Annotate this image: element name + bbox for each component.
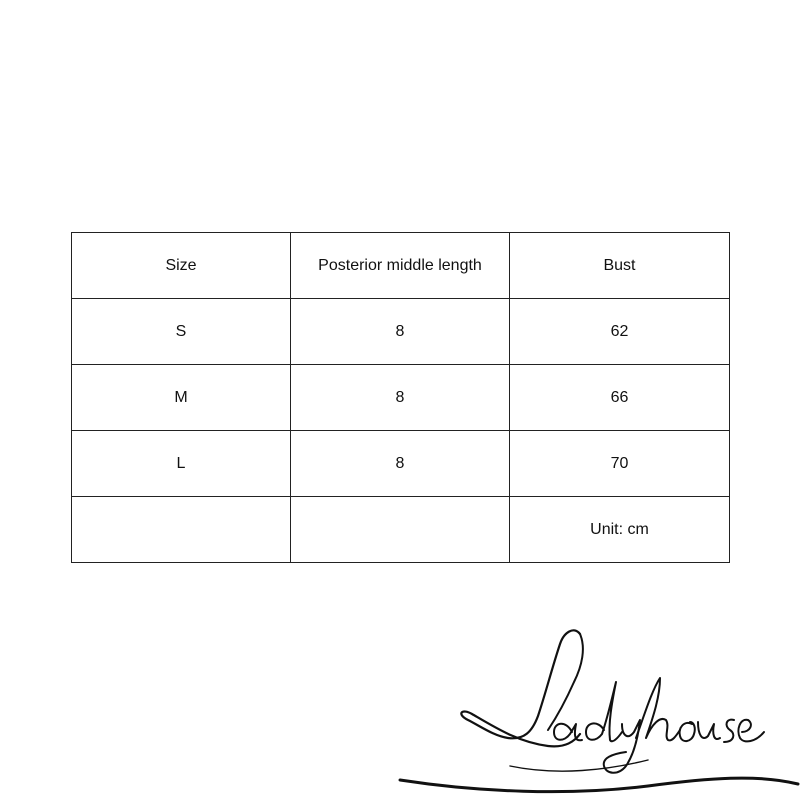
table-cell-unit-note: Unit: cm (510, 497, 730, 563)
table-cell-size: M (72, 365, 291, 431)
table-row (72, 431, 730, 497)
table-cell-length: 8 (291, 365, 510, 431)
table-cell-size: S (72, 299, 291, 365)
header-cell-size: Size (72, 233, 291, 299)
table-cell-bust: 66 (510, 365, 730, 431)
table-cell-empty (72, 497, 291, 563)
table-row (72, 299, 730, 365)
header-cell-posterior-middle-length: Posterior middle length (291, 233, 510, 299)
table-cell-length: 8 (291, 431, 510, 497)
header-cell-bust: Bust (510, 233, 730, 299)
size-chart-table (71, 232, 730, 563)
table-row (72, 365, 730, 431)
table-header-row (72, 233, 730, 299)
ladyhouse-logo-icon (398, 620, 800, 800)
table-cell-bust: 62 (510, 299, 730, 365)
table-cell-empty (291, 497, 510, 563)
table-cell-bust: 70 (510, 431, 730, 497)
table-cell-size: L (72, 431, 291, 497)
table-row (72, 497, 730, 563)
table-cell-length: 8 (291, 299, 510, 365)
